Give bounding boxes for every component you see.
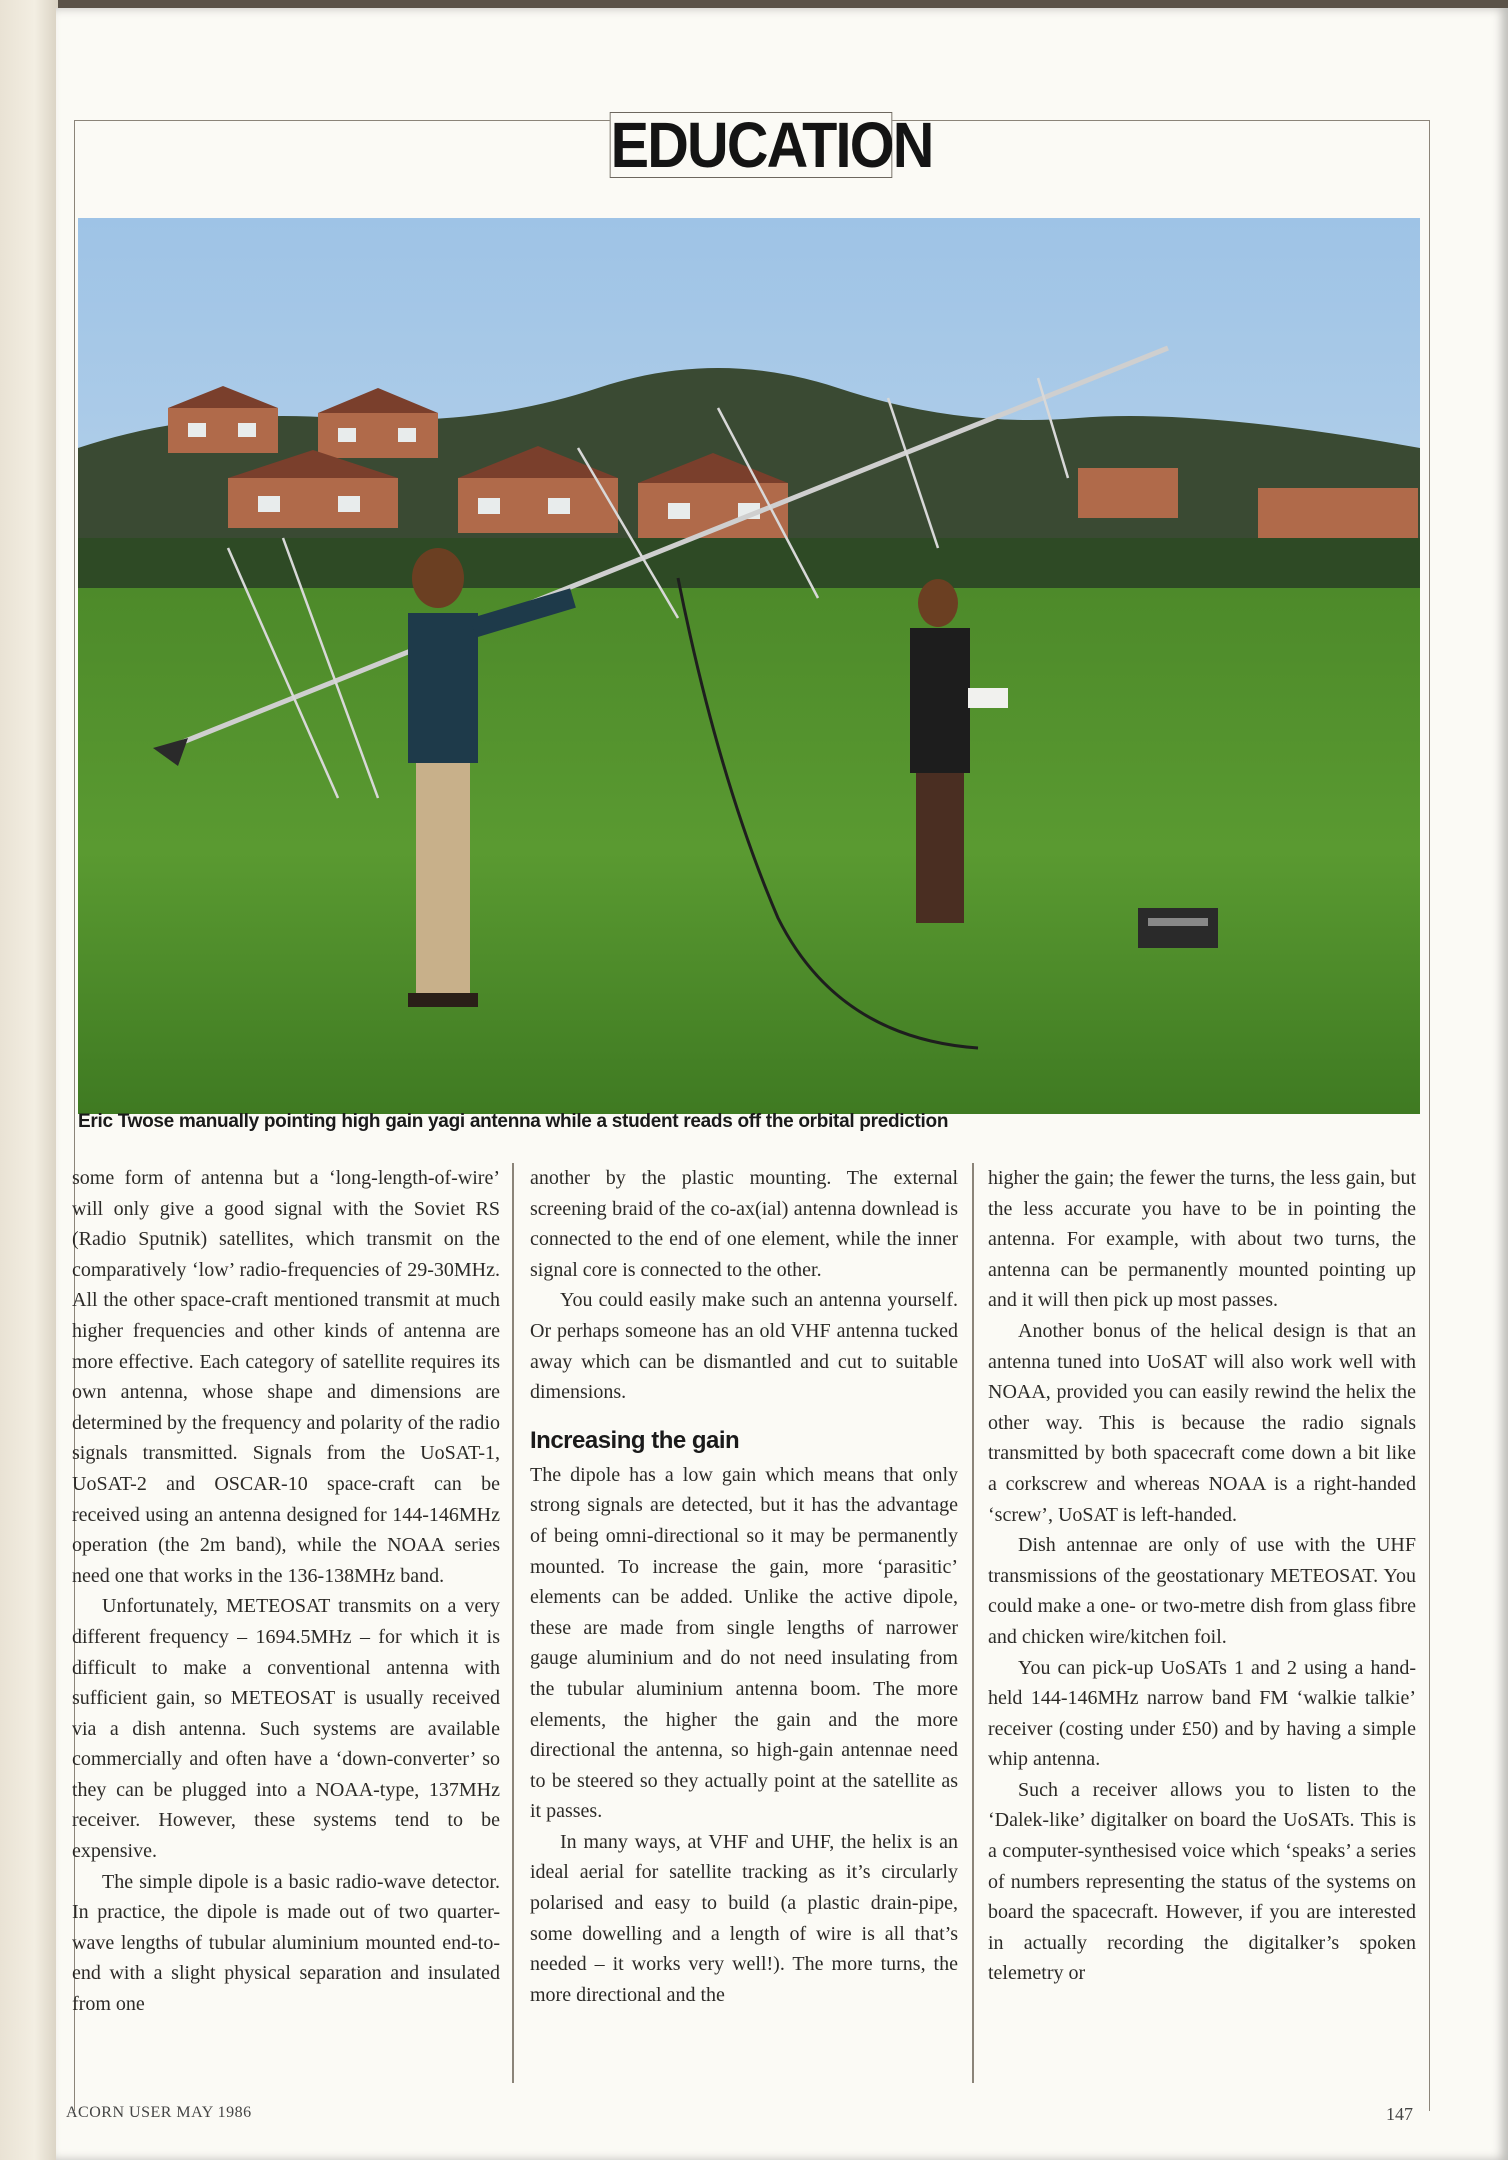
paragraph: Dish antennae are only of use with the UHF transmissions of the geostationary METEOSAT. You could make a one- or two-metre dish from glass fibre and chicken wire/kitchen foil. — [988, 1534, 1416, 1648]
paragraph: The simple dipole is a basic radio-wave detector. In practice, the dipole is made out of two quarter-wave lengths of tubular aluminium mounted end-to-end with a slight physical separation and insulated from one — [72, 1870, 500, 2016]
article-column-1 — [72, 1163, 500, 2020]
article-column-2 — [530, 1163, 958, 2010]
paragraph: The dipole has a low gain which means that only strong signals are detected, but it has the advantage of being omni-directional so it may be permanently mounted. To increase the gain, more ‘parasitic’ elements can be added. Unlike the active dipole, these are made from single lengths of narrower gauge aluminium and do not need insulating from the tubular aluminium antenna boom. The more elements, the higher the gain and the more directional the antenna, so high-gain antennae need to be steered so they actually point at the satellite as it passes. — [530, 1463, 958, 1823]
footer-publication: ACORN USER MAY 1986 — [66, 2104, 252, 2121]
paragraph: You can pick-up UoSATs 1 and 2 using a hand-held 144-146MHz narrow band FM ‘walkie talkie’ receiver (costing under £50) and by having a simple whip antenna. — [988, 1656, 1416, 1771]
article-column-3 — [988, 1163, 1416, 1989]
paragraph: another by the plastic mounting. The external screening braid of the co-ax(ial) antenna downlead is connected to the end of one element, while the inner signal core is connected to the other. — [530, 1167, 958, 1281]
paragraph: Such a receiver allows you to listen to the ‘Dalek-like’ digitalker on board the UoSATs. This is a computer-synthesised voice which ‘speaks’ a series of numbers representing the status of the systems on board the spacecraft. However, if you are interested in actually recording the digitalker’s spoken telemetry or — [988, 1778, 1416, 1985]
column-rule-1 — [512, 1163, 514, 2083]
paragraph: In many ways, at VHF and UHF, the helix is an ideal aerial for satellite tracking as it’s circularly polarised and easy to build (a plastic drain-pipe, some dowelling and a length of wire is all that’s needed – it works very well!). The more turns, the more directional and the — [530, 1830, 958, 2006]
paragraph: Unfortunately, METEOSAT transmits on a very different frequency – 1694.5MHz – for which it is difficult to make a conventional antenna with sufficient gain, so METEOSAT is usually received via a dish antenna. Such systems are available commercially and often have a ‘down-converter’ so they can be plugged into a NOAA-type, 137MHz receiver. However, these systems tend to be expensive. — [72, 1595, 500, 1863]
section-subhead: Increasing the gain — [530, 1426, 740, 1454]
photo-caption: Eric Twose manually pointing high gain yagi antenna while a student reads off the orbital prediction — [78, 1111, 949, 1132]
paragraph: some form of antenna but a ‘long-length-of-wire’ will only give a good signal with the Soviet RS (Radio Sputnik) satellites, which transmit on the comparatively ‘low’ radio-frequencies of 29-30MHz. All the other space-craft mentioned transmit at much higher frequencies and other kinds of antenna are more effective. Each category of satellite requires its own antenna, whose shape and dimensions are determined by the frequency and polarity of the radio signals transmitted. Signals from the UoSAT-1, UoSAT-2 and OSCAR-10 space-craft can be received using an antenna designed for 144-146MHz operation (the 2m band), while the NOAA series need one that works in the 136-138MHz band. — [72, 1167, 500, 1587]
paragraph: higher the gain; the fewer the turns, the less gain, but the less accurate you have to be in pointing the antenna. For example, with about two turns, the antenna can be permanently mounted pointing up and it will then pick up most passes. — [988, 1167, 1416, 1312]
page-number: 147 — [1386, 2104, 1413, 2124]
paragraph: Another bonus of the helical design is that an antenna tuned into UoSAT will also work well with NOAA, provided you can easily rewind the helix the other way. This is because the radio signals transmitted by both spacecraft come down a bit like a corkscrew and whereas NOAA is a right-handed ‘screw’, UoSAT is left-handed. — [988, 1319, 1416, 1526]
section-title: EDUCATION — [610, 109, 933, 181]
article-photo — [78, 218, 1420, 1114]
column-rule-2 — [972, 1163, 974, 2083]
book-spine-edge — [0, 0, 58, 2160]
paragraph: You could easily make such an antenna yourself. Or perhaps someone has an old VHF antenna tucked away which can be dismantled and cut to suitable dimensions. — [530, 1289, 958, 1404]
